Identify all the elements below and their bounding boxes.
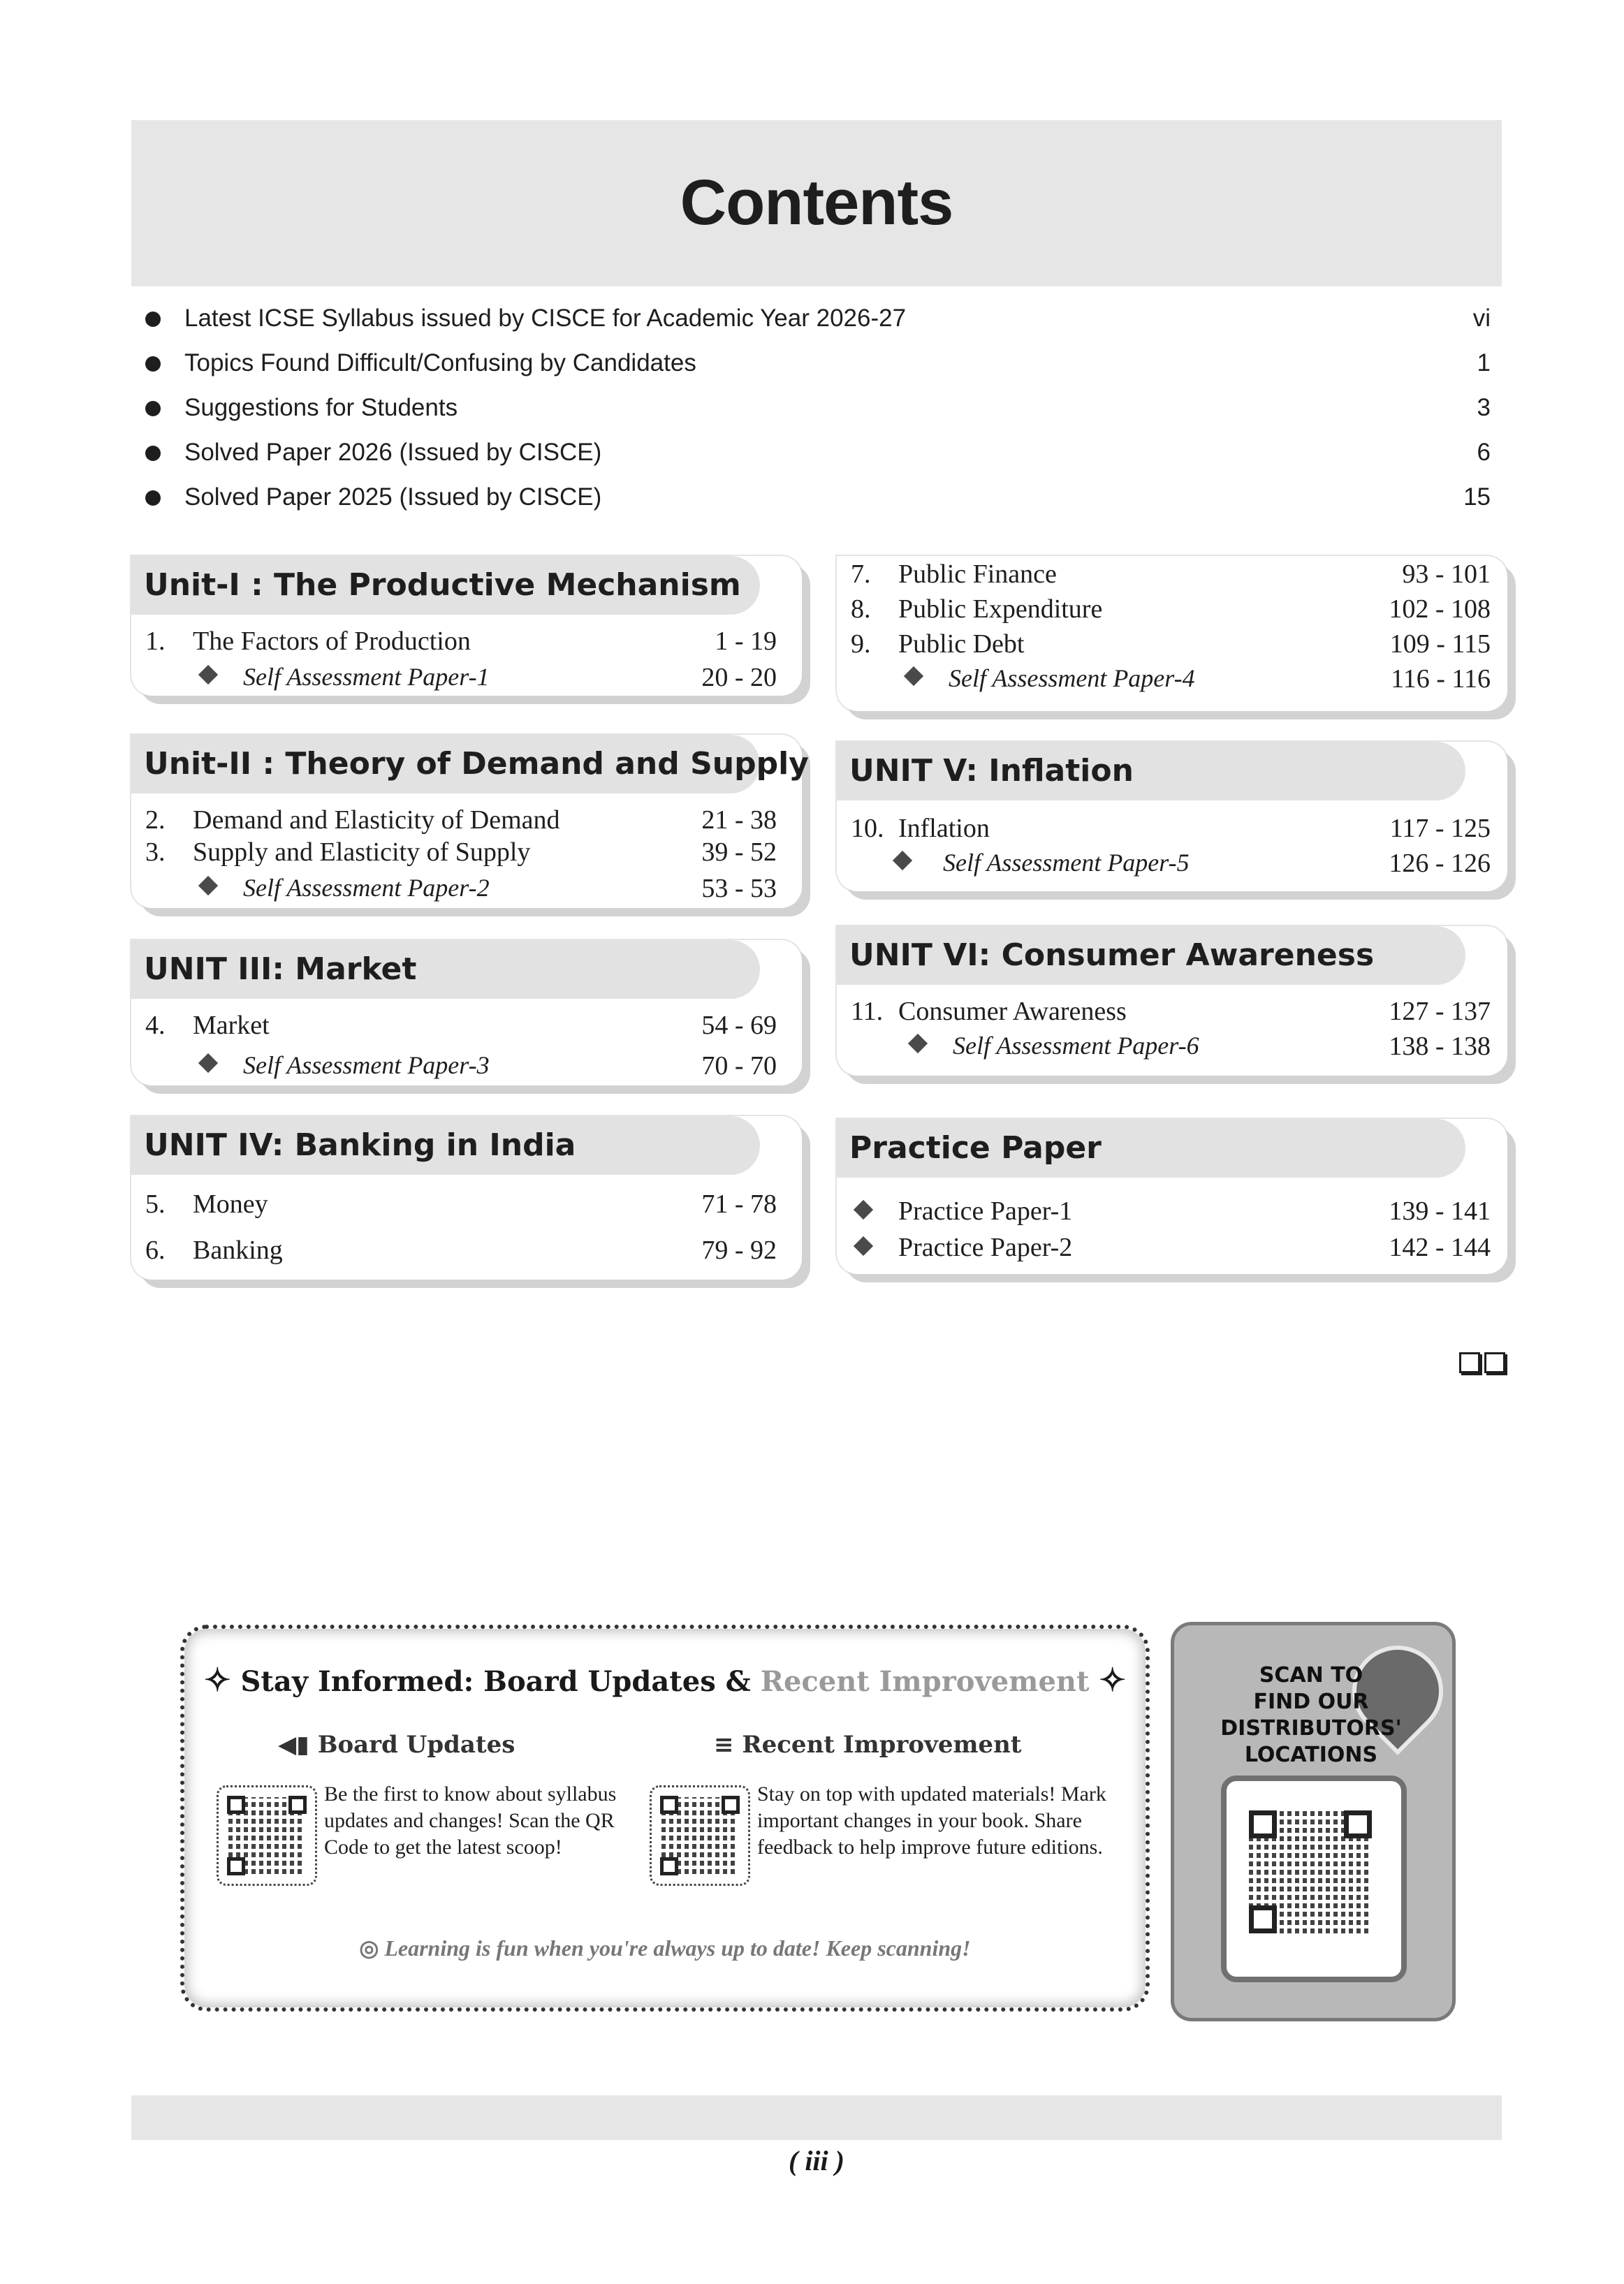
bullet-icon	[145, 401, 161, 416]
map-line: SCAN TO	[1259, 1663, 1363, 1688]
sap-row	[145, 662, 777, 693]
bottom-band	[131, 2095, 1502, 2140]
distributor-qr[interactable]	[1221, 1776, 1407, 1982]
page-title: Contents	[680, 167, 953, 238]
practice-name: Practice Paper-1	[898, 1196, 1073, 1226]
megaphone-icon: ◀▮	[278, 1731, 309, 1759]
item-page: 6	[1477, 439, 1491, 466]
diamond-icon	[893, 851, 912, 870]
chapter-row	[851, 813, 1491, 844]
item-label: Latest ICSE Syllabus issued by CISCE for Academic Year 2026-27	[184, 305, 907, 332]
front-matter-item	[142, 482, 1491, 521]
sap-name: Self Assessment Paper-4	[949, 664, 1195, 692]
practice-row	[851, 1196, 1491, 1227]
info-heading	[180, 1661, 1150, 1699]
bullet-icon	[145, 446, 161, 461]
item-label: Solved Paper 2025 (Issued by CISCE)	[184, 483, 602, 511]
unit-title: Practice Paper	[837, 1119, 1465, 1178]
item-label: Solved Paper 2026 (Issued by CISCE)	[184, 439, 602, 466]
board-updates-label: Board Updates	[317, 1731, 515, 1759]
sap-row	[851, 1031, 1491, 1062]
diamond-icon	[904, 666, 923, 686]
item-page: 3	[1477, 394, 1491, 421]
recent-improvement-text: Stay on top with updated materials! Mark important changes in your book. Share feedback to help improve future editions.	[757, 1782, 1106, 1859]
map-line: DISTRIBUTORS'	[1220, 1716, 1402, 1741]
chapter-name: Inflation	[898, 814, 990, 843]
chapter-pages: 79 - 92	[701, 1236, 777, 1265]
chapter-row	[145, 626, 777, 657]
info-footer	[180, 1935, 1150, 1961]
diamond-icon	[198, 1053, 218, 1073]
sap-row	[145, 1051, 777, 1081]
heading-gray: Recent Improvement	[760, 1665, 1090, 1698]
chapter-number: 1.	[145, 627, 166, 656]
chapter-row	[145, 1010, 777, 1041]
chapter-row	[851, 594, 1491, 624]
chapter-number: 5.	[145, 1189, 166, 1219]
chapter-pages: 39 - 52	[701, 837, 777, 867]
chapter-row	[145, 805, 777, 835]
target-icon: ◎	[359, 1935, 379, 1961]
practice-name: Practice Paper-2	[898, 1233, 1073, 1262]
chapter-pages: 127 - 137	[1389, 997, 1491, 1026]
chapter-name: Banking	[193, 1236, 283, 1265]
diamond-icon	[854, 1236, 873, 1256]
chapter-name: Demand and Elasticity of Demand	[193, 805, 560, 835]
chapter-number: 6.	[145, 1236, 166, 1265]
item-label: Topics Found Difficult/Confusing by Candidates	[184, 349, 696, 376]
sap-pages: 116 - 116	[1391, 664, 1491, 694]
sap-name: Self Assessment Paper-3	[243, 1051, 490, 1079]
recent-improvement-title	[714, 1731, 1022, 1759]
chapter-row	[145, 837, 777, 868]
practice-pages: 142 - 144	[1389, 1233, 1491, 1262]
recent-improvement-label: Recent Improvement	[742, 1731, 1022, 1759]
front-matter-item	[142, 348, 1491, 387]
chapter-row	[145, 1189, 777, 1220]
sap-row	[145, 873, 777, 904]
chapter-row	[851, 629, 1491, 659]
heading-main: Stay Informed: Board Updates &	[240, 1665, 761, 1698]
unit-title: UNIT V: Inflation	[837, 742, 1465, 800]
front-matter-item	[142, 437, 1491, 476]
board-updates-qr[interactable]	[217, 1785, 317, 1886]
diamond-icon	[908, 1034, 928, 1053]
page-number: ( iii )	[789, 2145, 844, 2176]
sap-row	[851, 664, 1491, 694]
chapter-name: Public Expenditure	[898, 594, 1103, 624]
map-line: FIND OUR	[1253, 1690, 1369, 1714]
chapter-name: Consumer Awareness	[898, 997, 1127, 1026]
chapter-name: The Factors of Production	[193, 627, 471, 656]
info-footer-text: Learning is fun when you're always up to date! Keep scanning!	[384, 1935, 971, 1961]
map-line: LOCATIONS	[1244, 1743, 1378, 1767]
chapter-number: 2.	[145, 805, 166, 835]
chapter-pages: 117 - 125	[1389, 814, 1491, 843]
item-page: 1	[1477, 349, 1491, 376]
sap-name: Self Assessment Paper-2	[243, 874, 490, 902]
bullet-icon	[145, 356, 161, 372]
chapter-pages: 54 - 69	[701, 1011, 777, 1040]
chapter-number: 7.	[851, 559, 871, 589]
end-mark-icon	[1455, 1352, 1505, 1377]
sap-pages: 20 - 20	[701, 663, 777, 692]
books-icon: ≡	[714, 1731, 734, 1759]
chapter-number: 9.	[851, 629, 871, 659]
sap-pages: 126 - 126	[1389, 849, 1491, 878]
front-matter-item	[142, 303, 1491, 342]
board-updates-title	[278, 1731, 515, 1759]
chapter-pages: 102 - 108	[1389, 594, 1491, 624]
chapter-row	[851, 559, 1491, 590]
sap-pages: 53 - 53	[701, 874, 777, 903]
chapter-pages: 109 - 115	[1389, 629, 1491, 659]
practice-row	[851, 1232, 1491, 1263]
sparkle-icon: ✧	[204, 1661, 231, 1699]
diamond-icon	[198, 665, 218, 685]
chapter-number: 3.	[145, 837, 166, 867]
unit-title: Unit-I : The Productive Mechanism	[131, 556, 760, 615]
chapter-name: Public Debt	[898, 629, 1025, 659]
sap-row	[851, 848, 1491, 879]
chapter-number: 4.	[145, 1011, 166, 1040]
chapter-row	[851, 996, 1491, 1027]
chapter-name: Money	[193, 1189, 268, 1219]
chapter-name: Public Finance	[898, 559, 1057, 589]
chapter-pages: 93 - 101	[1402, 559, 1491, 589]
diamond-icon	[854, 1200, 873, 1220]
sap-name: Self Assessment Paper-6	[953, 1032, 1199, 1060]
item-page: 15	[1463, 483, 1491, 511]
chapter-row	[145, 1235, 777, 1266]
unit-title: Unit-II : Theory of Demand and Supply	[131, 735, 760, 793]
item-page: vi	[1472, 305, 1491, 332]
chapter-pages: 21 - 38	[701, 805, 777, 835]
map-card-text	[1171, 1662, 1451, 1769]
diamond-icon	[198, 876, 218, 895]
unit-title: UNIT III: Market	[131, 940, 760, 999]
board-updates-text: Be the first to know about syllabus updates and changes! Scan the QR Code to get the latest scoop!	[324, 1782, 617, 1859]
unit-title: UNIT IV: Banking in India	[131, 1116, 760, 1175]
chapter-pages: 1 - 19	[715, 627, 777, 656]
unit-title: UNIT VI: Consumer Awareness	[837, 926, 1465, 985]
sap-pages: 138 - 138	[1389, 1032, 1491, 1061]
chapter-name: Supply and Elasticity of Supply	[193, 837, 531, 867]
chapter-name: Market	[193, 1011, 270, 1040]
sap-pages: 70 - 70	[701, 1051, 777, 1081]
chapter-number: 11.	[851, 997, 884, 1026]
item-label: Suggestions for Students	[184, 394, 458, 421]
sap-name: Self Assessment Paper-1	[243, 663, 490, 691]
front-matter-item	[142, 393, 1491, 432]
bullet-icon	[145, 490, 161, 506]
sap-name: Self Assessment Paper-5	[943, 849, 1190, 877]
bullet-icon	[145, 312, 161, 327]
chapter-number: 10.	[851, 814, 884, 843]
practice-pages: 139 - 141	[1389, 1196, 1491, 1226]
recent-improvement-qr[interactable]	[650, 1785, 750, 1886]
chapter-number: 8.	[851, 594, 871, 624]
sparkle-icon: ✧	[1099, 1661, 1126, 1699]
chapter-pages: 71 - 78	[701, 1189, 777, 1219]
